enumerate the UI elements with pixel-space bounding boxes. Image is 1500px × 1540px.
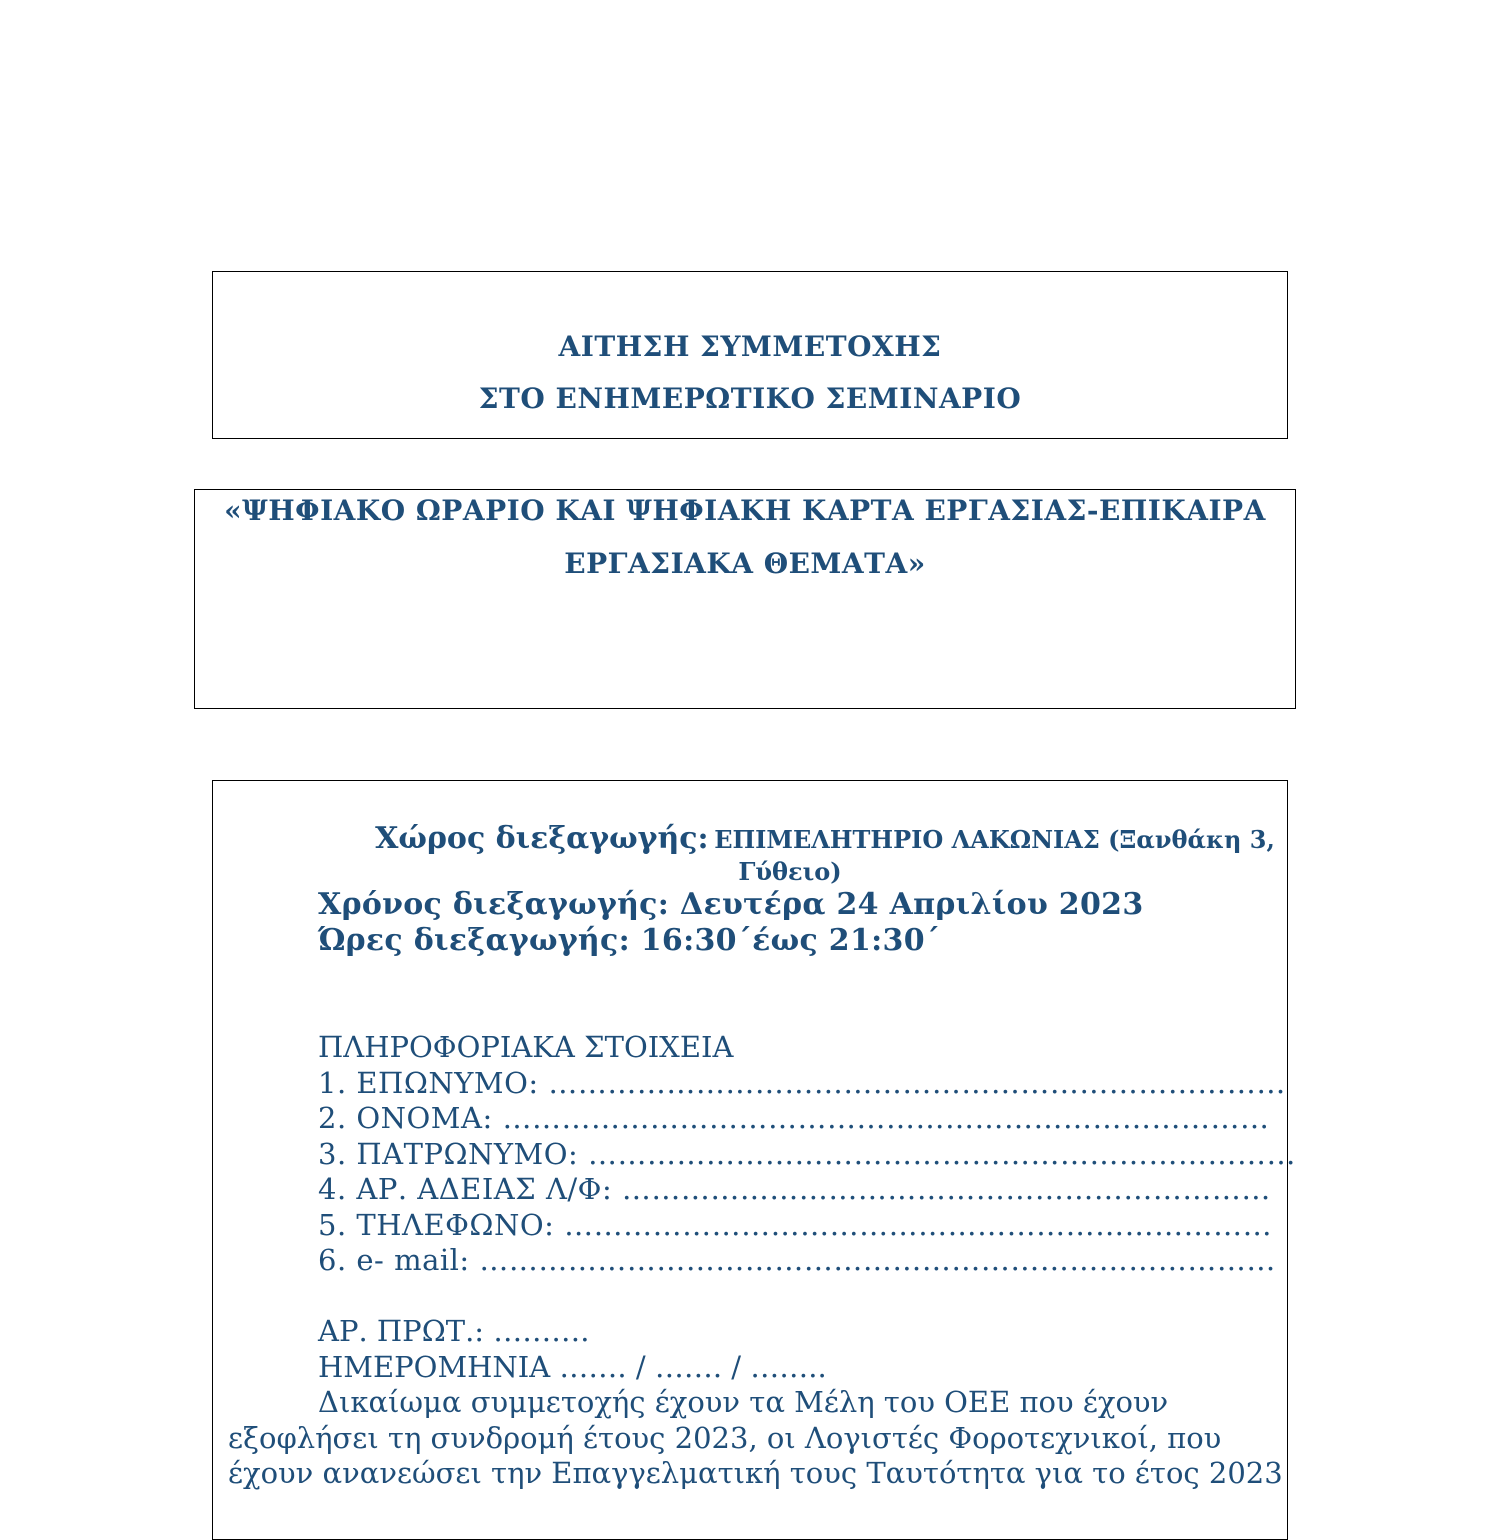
info-box xyxy=(212,780,1296,1540)
venue-line xyxy=(213,821,1287,856)
title-line-1: ΑΙΤΗΣΗ ΣΥΜΜΕΤΟΧΗΣ xyxy=(558,330,942,363)
venue-value-cont: Γύθειο) xyxy=(738,857,842,886)
eligibility-note-3: έχουν ανανεώσει την Επαγγελματική τους Ταυτότητα για το έτος 2023 xyxy=(228,1456,1283,1490)
subject-box xyxy=(194,489,1296,709)
date-field: ΗΜΕΡΟΜΗΝΙΑ ……. / ……. / …….. xyxy=(318,1350,827,1384)
event-hours: Ώρες διεξαγωγής: 16:30΄έως 21:30΄ xyxy=(318,923,941,958)
field-email: 6. e- mail: ……………………………………………………………………… xyxy=(318,1243,1276,1277)
eligibility-note-2: εξοφλήσει τη συνδρομή έτους 2023, οι Λογιστές Φοροτεχνικοί, που xyxy=(228,1421,1222,1455)
field-license-number: 4. ΑΡ. ΑΔΕΙΑΣ Λ/Φ: ………………………………………………………… xyxy=(318,1172,1271,1206)
venue-value: ΕΠΙΜΕΛΗΤΗΡΙΟ ΛΑΚΩΝΙΑΣ (Ξανθάκη 3, xyxy=(714,825,1275,854)
venue-label: Χώρος διεξαγωγής: xyxy=(375,821,709,856)
title-line-2: ΣΤΟ ΕΝΗΜΕΡΩΤΙΚΟ ΣΕΜΙΝΑΡΙΟ xyxy=(478,382,1022,415)
protocol-number: ΑΡ. ΠΡΩΤ.: ………. xyxy=(318,1314,590,1348)
field-phone: 5. ΤΗΛΕΦΩΝΟ: ……………………………………………………………… xyxy=(318,1208,1273,1242)
venue-line-2 xyxy=(213,857,1287,886)
field-fathers-name: 3. ΠΑΤΡΩΝΥΜΟ: ……………………………………………………………… xyxy=(318,1137,1296,1171)
subject-line-1: «ΨΗΦΙΑΚΟ ΩΡΑΡΙΟ ΚΑΙ ΨΗΦΙΑΚΗ ΚΑΡΤΑ ΕΡΓΑΣΙΑΣ-ΕΠΙΚΑΙΡΑ xyxy=(224,494,1266,527)
info-heading: ΠΛΗΡΟΦΟΡΙΑΚΑ ΣΤΟΙΧΕΙΑ xyxy=(318,1030,734,1064)
title-box xyxy=(212,271,1288,439)
event-time: Χρόνος διεξαγωγής: Δευτέρα 24 Απριλίου 2023 xyxy=(318,887,1144,922)
eligibility-note-1: Δικαίωμα συμμετοχής έχουν τα Μέλη του ΟΕΕ που έχουν xyxy=(318,1385,1169,1419)
field-name: 2. ΟΝΟΜΑ: …………………………………………………………………… xyxy=(318,1101,1270,1135)
field-surname: 1. ΕΠΩΝΥΜΟ: ………………………………………………………………… xyxy=(318,1066,1286,1100)
subject-line-2: ΕΡΓΑΣΙΑΚΑ ΘΕΜΑΤΑ» xyxy=(564,547,926,580)
